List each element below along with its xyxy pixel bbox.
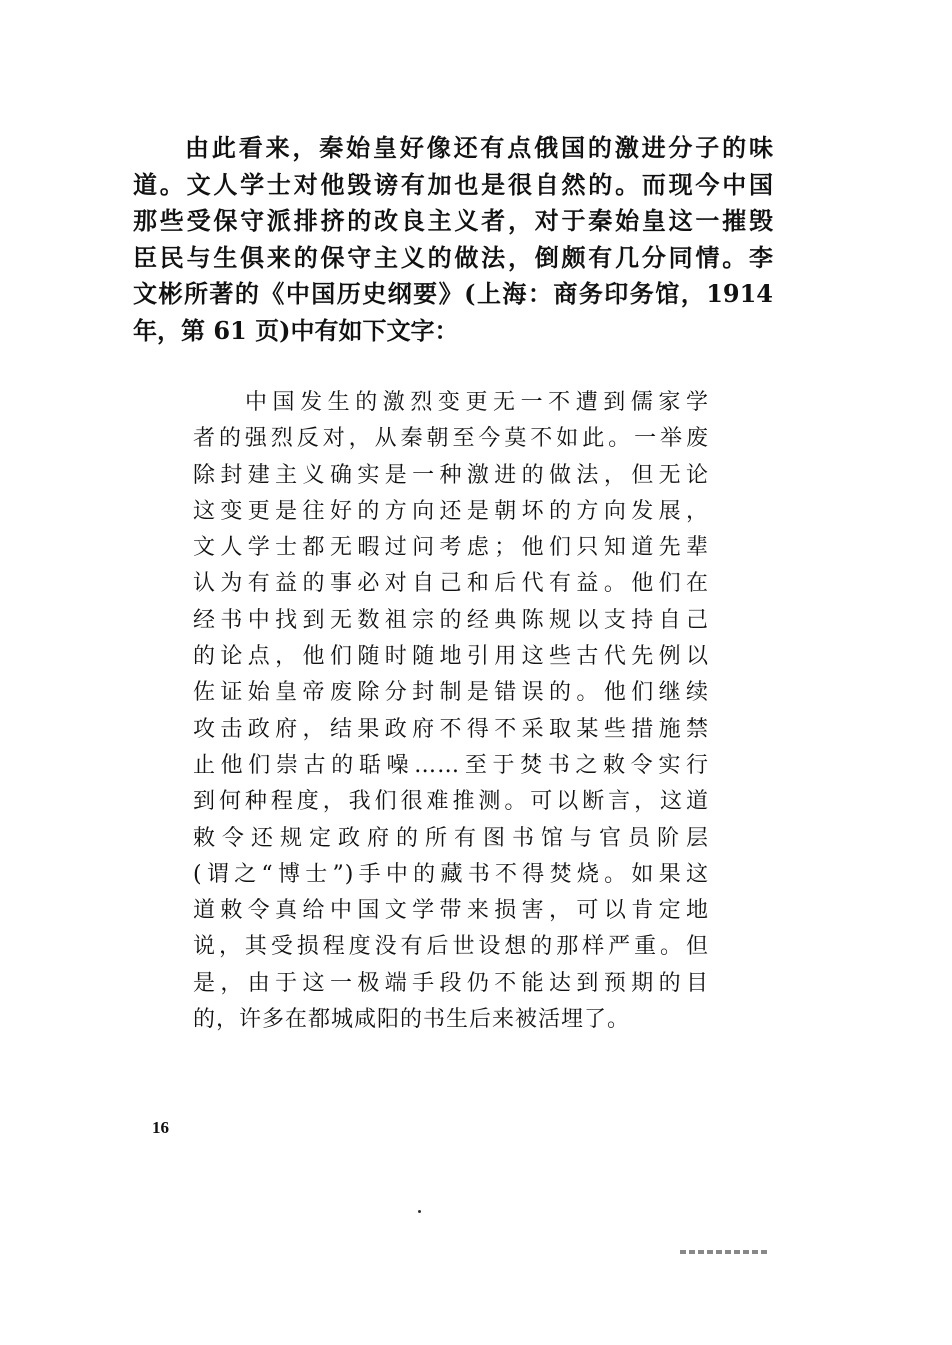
- scan-smudge: [680, 1250, 768, 1254]
- block-quote: [193, 385, 709, 1038]
- quote-line: 到何种程度，我们很难推测。可以断言，这道: [193, 789, 709, 815]
- paragraph-line: 年，第 61 页)中有如下文字：: [133, 315, 459, 345]
- paragraph-line: 道。文人学士对他毁谤有加也是很自然的。而现今中国: [133, 169, 773, 199]
- body-paragraph: [133, 130, 773, 349]
- quote-line: (谓之“博士”)手中的藏书不得焚烧。如果这: [193, 861, 709, 887]
- paragraph-line: 那些受保守派排挤的改良主义者，对于秦始皇这一摧毁: [133, 206, 773, 235]
- quote-line: 者的强烈反对，从秦朝至今莫不如此。一举废: [193, 426, 709, 452]
- quote-line: 的论点，他们随时随地引用这些古代先例以: [193, 644, 709, 670]
- paragraph-line: 文彬所著的《中国历史纲要》(上海：商务印务馆，1914: [133, 279, 773, 308]
- quote-line: 经书中找到无数祖宗的经典陈规以支持自己: [193, 607, 709, 633]
- quote-line: 除封建主义确实是一种激进的做法，但无论: [193, 462, 709, 488]
- paragraph-line: 臣民与生俱来的保守主义的做法，倒颇有几分同情。李: [133, 242, 773, 272]
- quote-line: 说，其受损程度没有后世设想的那样严重。但: [193, 934, 709, 960]
- quote-line: 止他们崇古的聒噪……至于焚书之敕令实行: [193, 752, 709, 778]
- quote-line: 中国发生的激烈变更无一不遭到儒家学: [245, 390, 709, 415]
- quote-line: 的，许多在都城咸阳的书生后来被活埋了。: [193, 1007, 631, 1033]
- scan-speck: [418, 1210, 421, 1213]
- quote-line: 这变更是往好的方向还是朝坏的方向发展，: [193, 498, 709, 524]
- paragraph-line: 由此看来，秦始皇好像还有点俄国的激进分子的味: [185, 133, 773, 162]
- quote-line: 文人学士都无暇过问考虑；他们只知道先辈: [193, 535, 709, 561]
- quote-line: 攻击政府，结果政府不得不采取某些措施禁: [193, 716, 709, 742]
- quote-line: 敕令还规定政府的所有图书馆与官员阶层: [193, 825, 709, 851]
- quote-line: 是，由于这一极端手段仍不能达到预期的目: [193, 970, 709, 996]
- quote-line: 佐证始皇帝废除分封制是错误的。他们继续: [193, 680, 709, 706]
- page-number: 16: [152, 1118, 169, 1137]
- quote-line: 认为有益的事必对自己和后代有益。他们在: [193, 571, 709, 597]
- quote-line: 道敕令真给中国文学带来损害，可以肯定地: [193, 898, 709, 924]
